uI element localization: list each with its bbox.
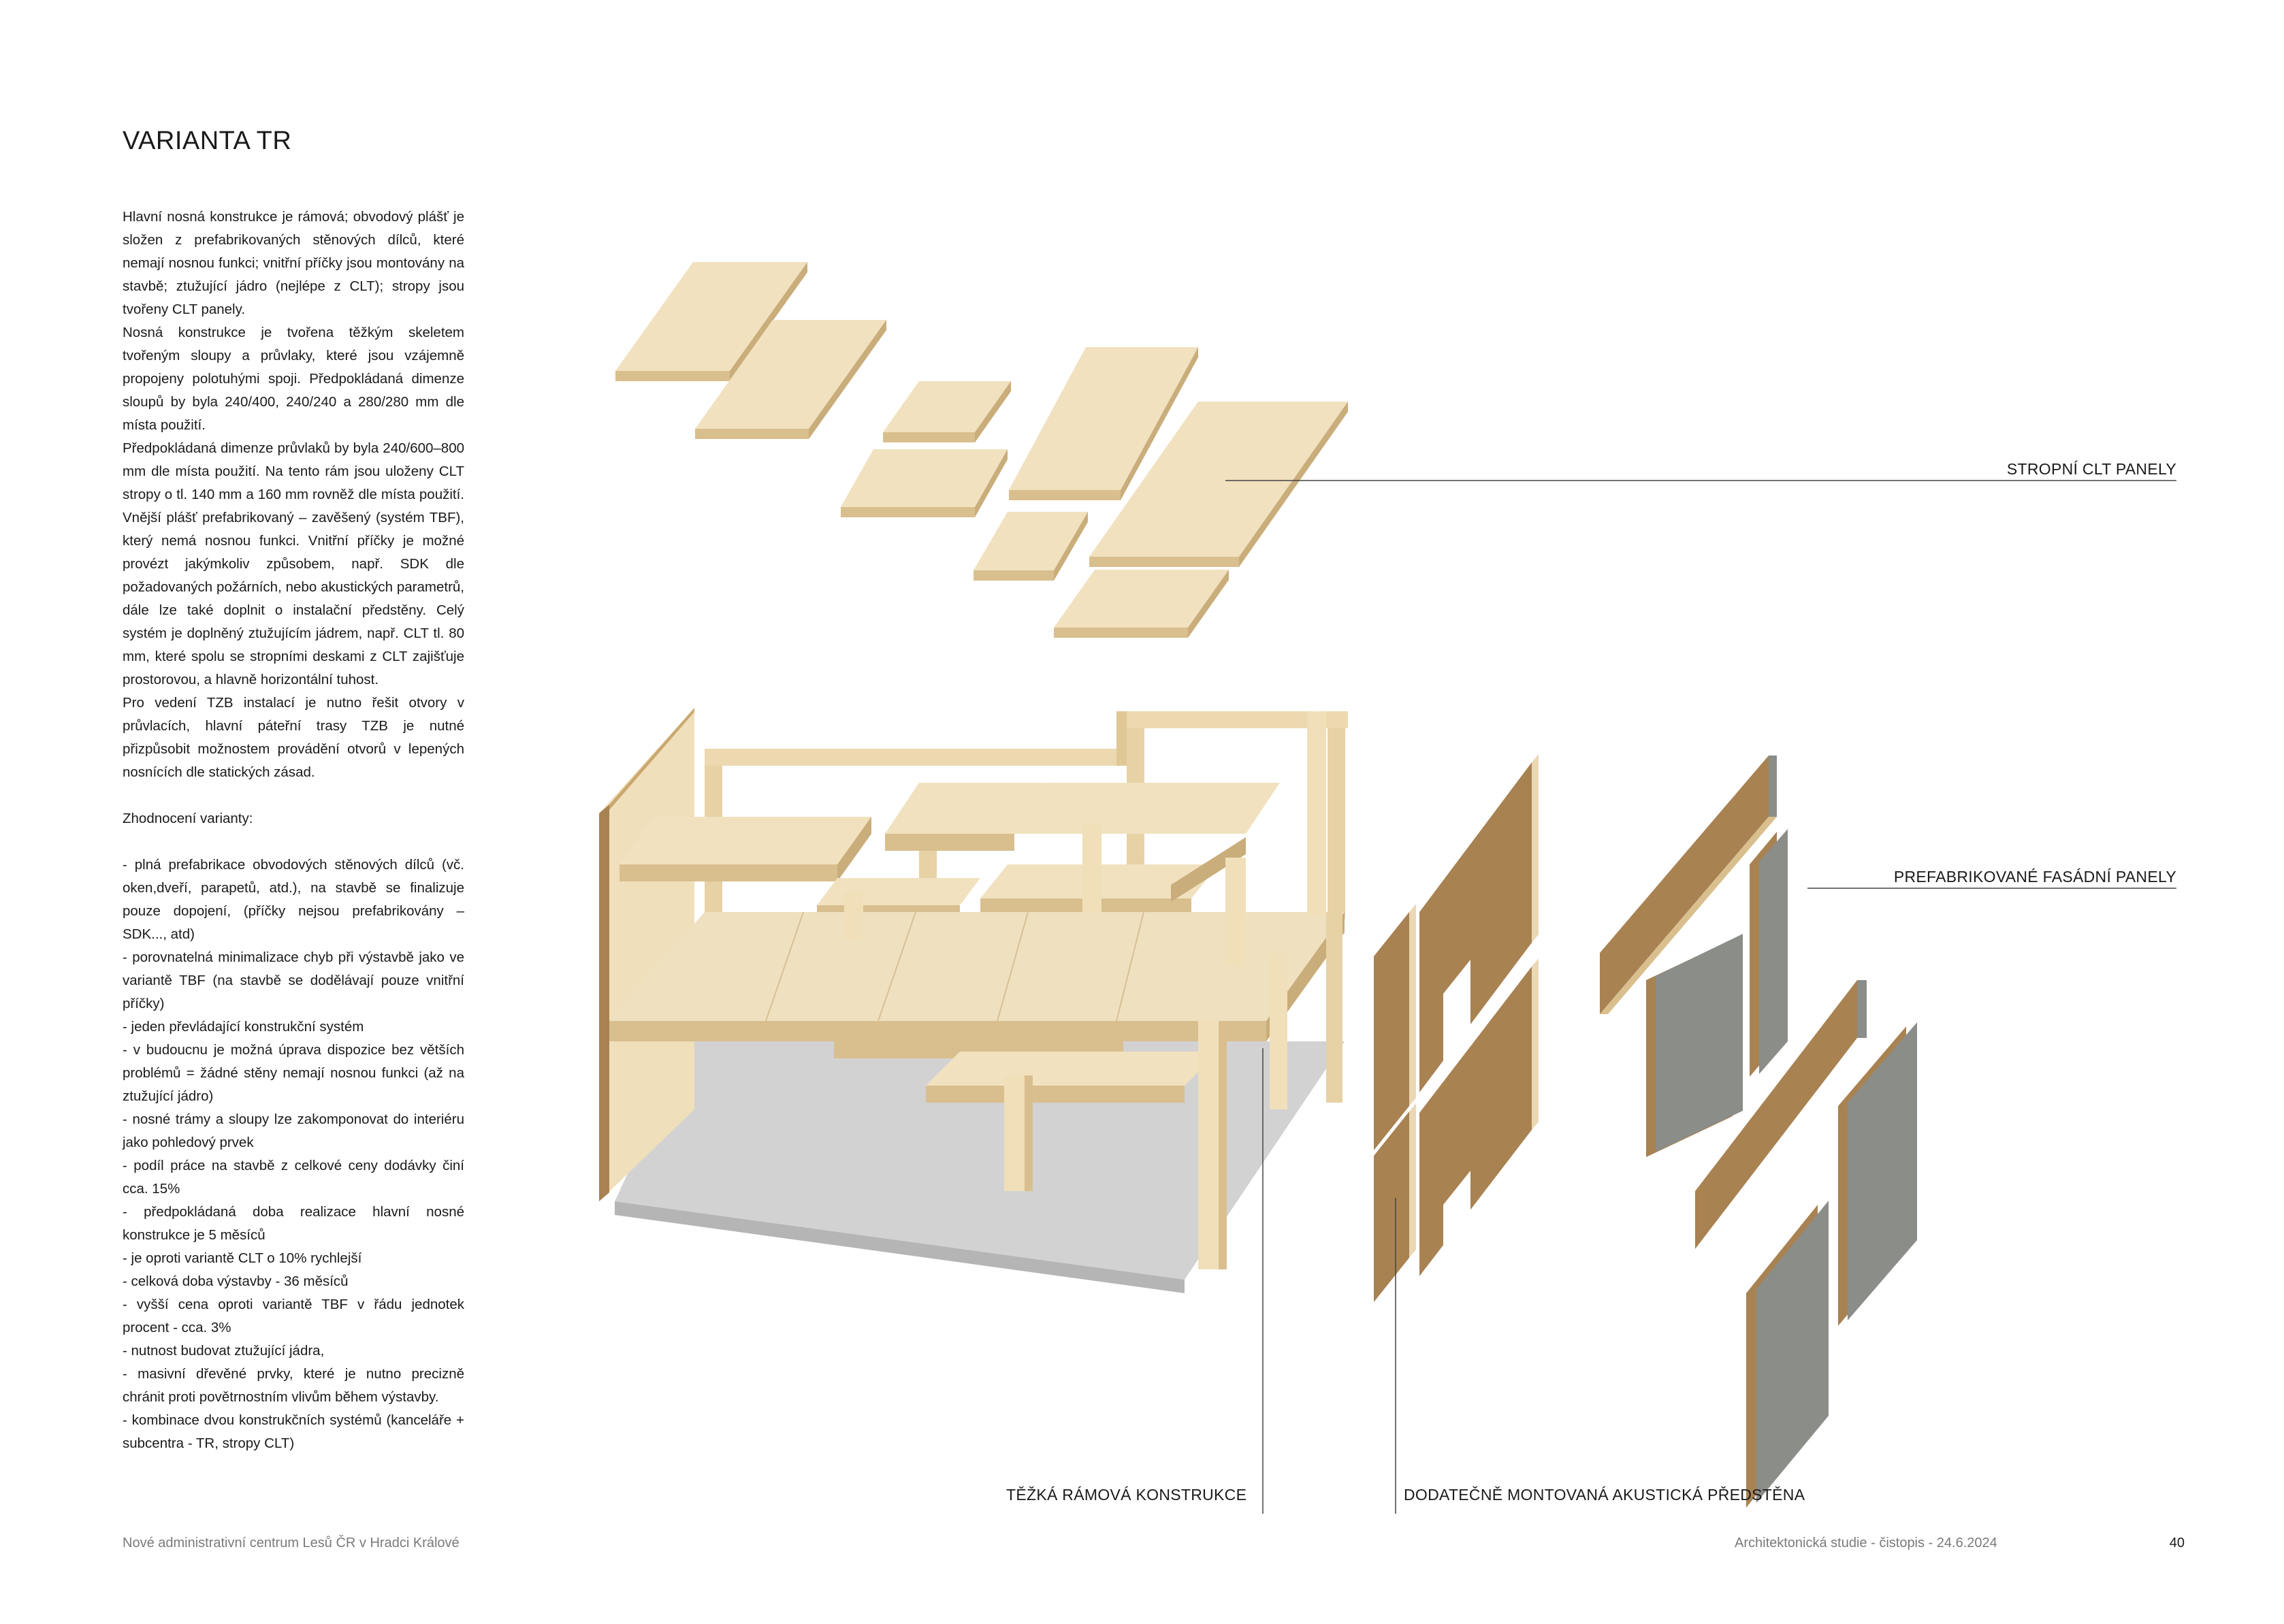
label-facade-panels: PREFABRIKOVANÉ FASÁDNÍ PANELY [1893,868,2176,886]
evaluation-item: - jeden převládající konstrukční systém [123,1019,364,1035]
evaluation-item: - nosné trámy a sloupy lze zakomponovat do interiéru jako pohledový prvek [123,1111,464,1150]
paragraph: Nosná konstrukce je tvořena těžkým skeletem tvořeným sloupy a průvlaky, které jsou vzájemně propojeny polotuhými spoji. Předpokládaná dimenze sloupů by byla 240/400, 240/240 a 280/280 mm dle místa použití. [123,325,464,433]
acoustic-prewall [1374,754,1539,1302]
label-ceiling-clt: STROPNÍ CLT PANELY [2006,460,2176,478]
facade-panel [1646,934,1743,1157]
evaluation-item: - vyšší cena oproti variantě TBF v řádu jednotek procent - cca. 3% [123,1297,464,1335]
evaluation-item: - masivní dřevěné prvky, které je nutno precizně chránit proti povětrnostním vlivům během výstavby. [123,1366,464,1405]
evaluation-item: - kombinace dvou konstrukčních systémů (kanceláře + subcentra - TR, stropy CLT) [123,1412,464,1451]
paragraph: Hlavní nosná konstrukce je rámová; obvodový plášť je složen z prefabrikovaných stěnových dílců, které nemají nosnou funkci; vnitřní příčky jsou montovány na stavbě; ztužující jádro (nejlépe z CLT); stropy jsou tvořeny CLT panely. [123,209,464,317]
heavy-frame-structure [599,708,1348,1293]
label-acoustic-prewall: DODATEČNĚ MONTOVANÁ AKUSTICKÁ PŘEDSTĚNA [1404,1486,1805,1504]
facade-panel [1838,1022,1917,1326]
clt-panel [1054,570,1229,638]
page-number: 40 [2169,1536,2185,1550]
evaluation-item: - plná prefabrikace obvodových stěnových dílců (vč. oken,dveří, parapetů, atd.), na stavbě se finalizuje pouze dopojení, (příčky nejsou prefabrikovány – SDK..., atd) [123,857,464,942]
evaluation-item: - porovnatelná minimalizace chyb při výstavbě jako ve variantě TBF (na stavbě se dodělávají pouze vnitřní příčky) [123,949,464,1011]
clt-panel [883,381,1011,442]
clt-panel [841,449,1008,517]
evaluation-item: - je oproti variantě CLT o 10% rychlejší [123,1250,362,1266]
paragraph: Pro vedení TZB instalací je nutno řešit otvory v průvlacích, hlavní páteřní trasy TZB je nutné přizpůsobit možnostem provádění otvorů v lepených nosnících dle statických zásad. [123,695,464,780]
footer-document-info: Architektonická studie - čistopis - 24.6.2024 [1735,1536,1997,1550]
facade-panels [1600,756,1917,1508]
clt-panel [974,512,1088,581]
evaluation-item: - nutnost budovat ztužující jádra, [123,1343,325,1359]
page-title: VARIANTA TR [123,127,292,155]
evaluation-item: - v budoucnu je možná úprava dispozice bez větších problémů = žádné stěny nemají nosnou funkci (až na ztužující jádro) [123,1042,464,1104]
facade-panel [1750,829,1788,1077]
evaluation-item: - předpokládaná doba realizace hlavní nosné konstrukce je 5 měsíců [123,1204,464,1243]
evaluation-item: - celková doba výstavby - 36 měsíců [123,1273,349,1289]
facade-panel [1746,1201,1829,1508]
paragraph: Předpokládaná dimenze průvlaků by byla 240/600–800 mm dle místa použití. Na tento rám jsou uloženy CLT stropy o tl. 140 mm a 160 mm rovněž dle místa použití. Vnější plášť prefabrikovaný – zavěšený (systém TBF), který nemá nosnou funkci. Vnitřní příčky je možné provézt jakýmkoliv způsobem, např. SDK dle požadovaných požárních, nebo akustických parametrů, dále lze také doplnit o instalační předstěny. Celý systém je doplněný ztužujícím jádrem, např. CLT tl. 80 mm, které spolu se stropními deskami z CLT zajišťuje prostorovou, a hlavně horizontální tuhost. [123,440,464,687]
footer-project-name: Nové administrativní centrum Lesů ČR v Hradci Králové [123,1536,460,1550]
ceiling-clt-panels [615,262,1348,638]
label-heavy-frame: TĚŽKÁ RÁMOVÁ KONSTRUKCE [1006,1486,1247,1504]
evaluation-item: - podíl práce na stavbě z celkové ceny dodávky činí cca. 15% [123,1158,464,1197]
evaluation-heading: Zhodnocení varianty: [123,811,253,826]
